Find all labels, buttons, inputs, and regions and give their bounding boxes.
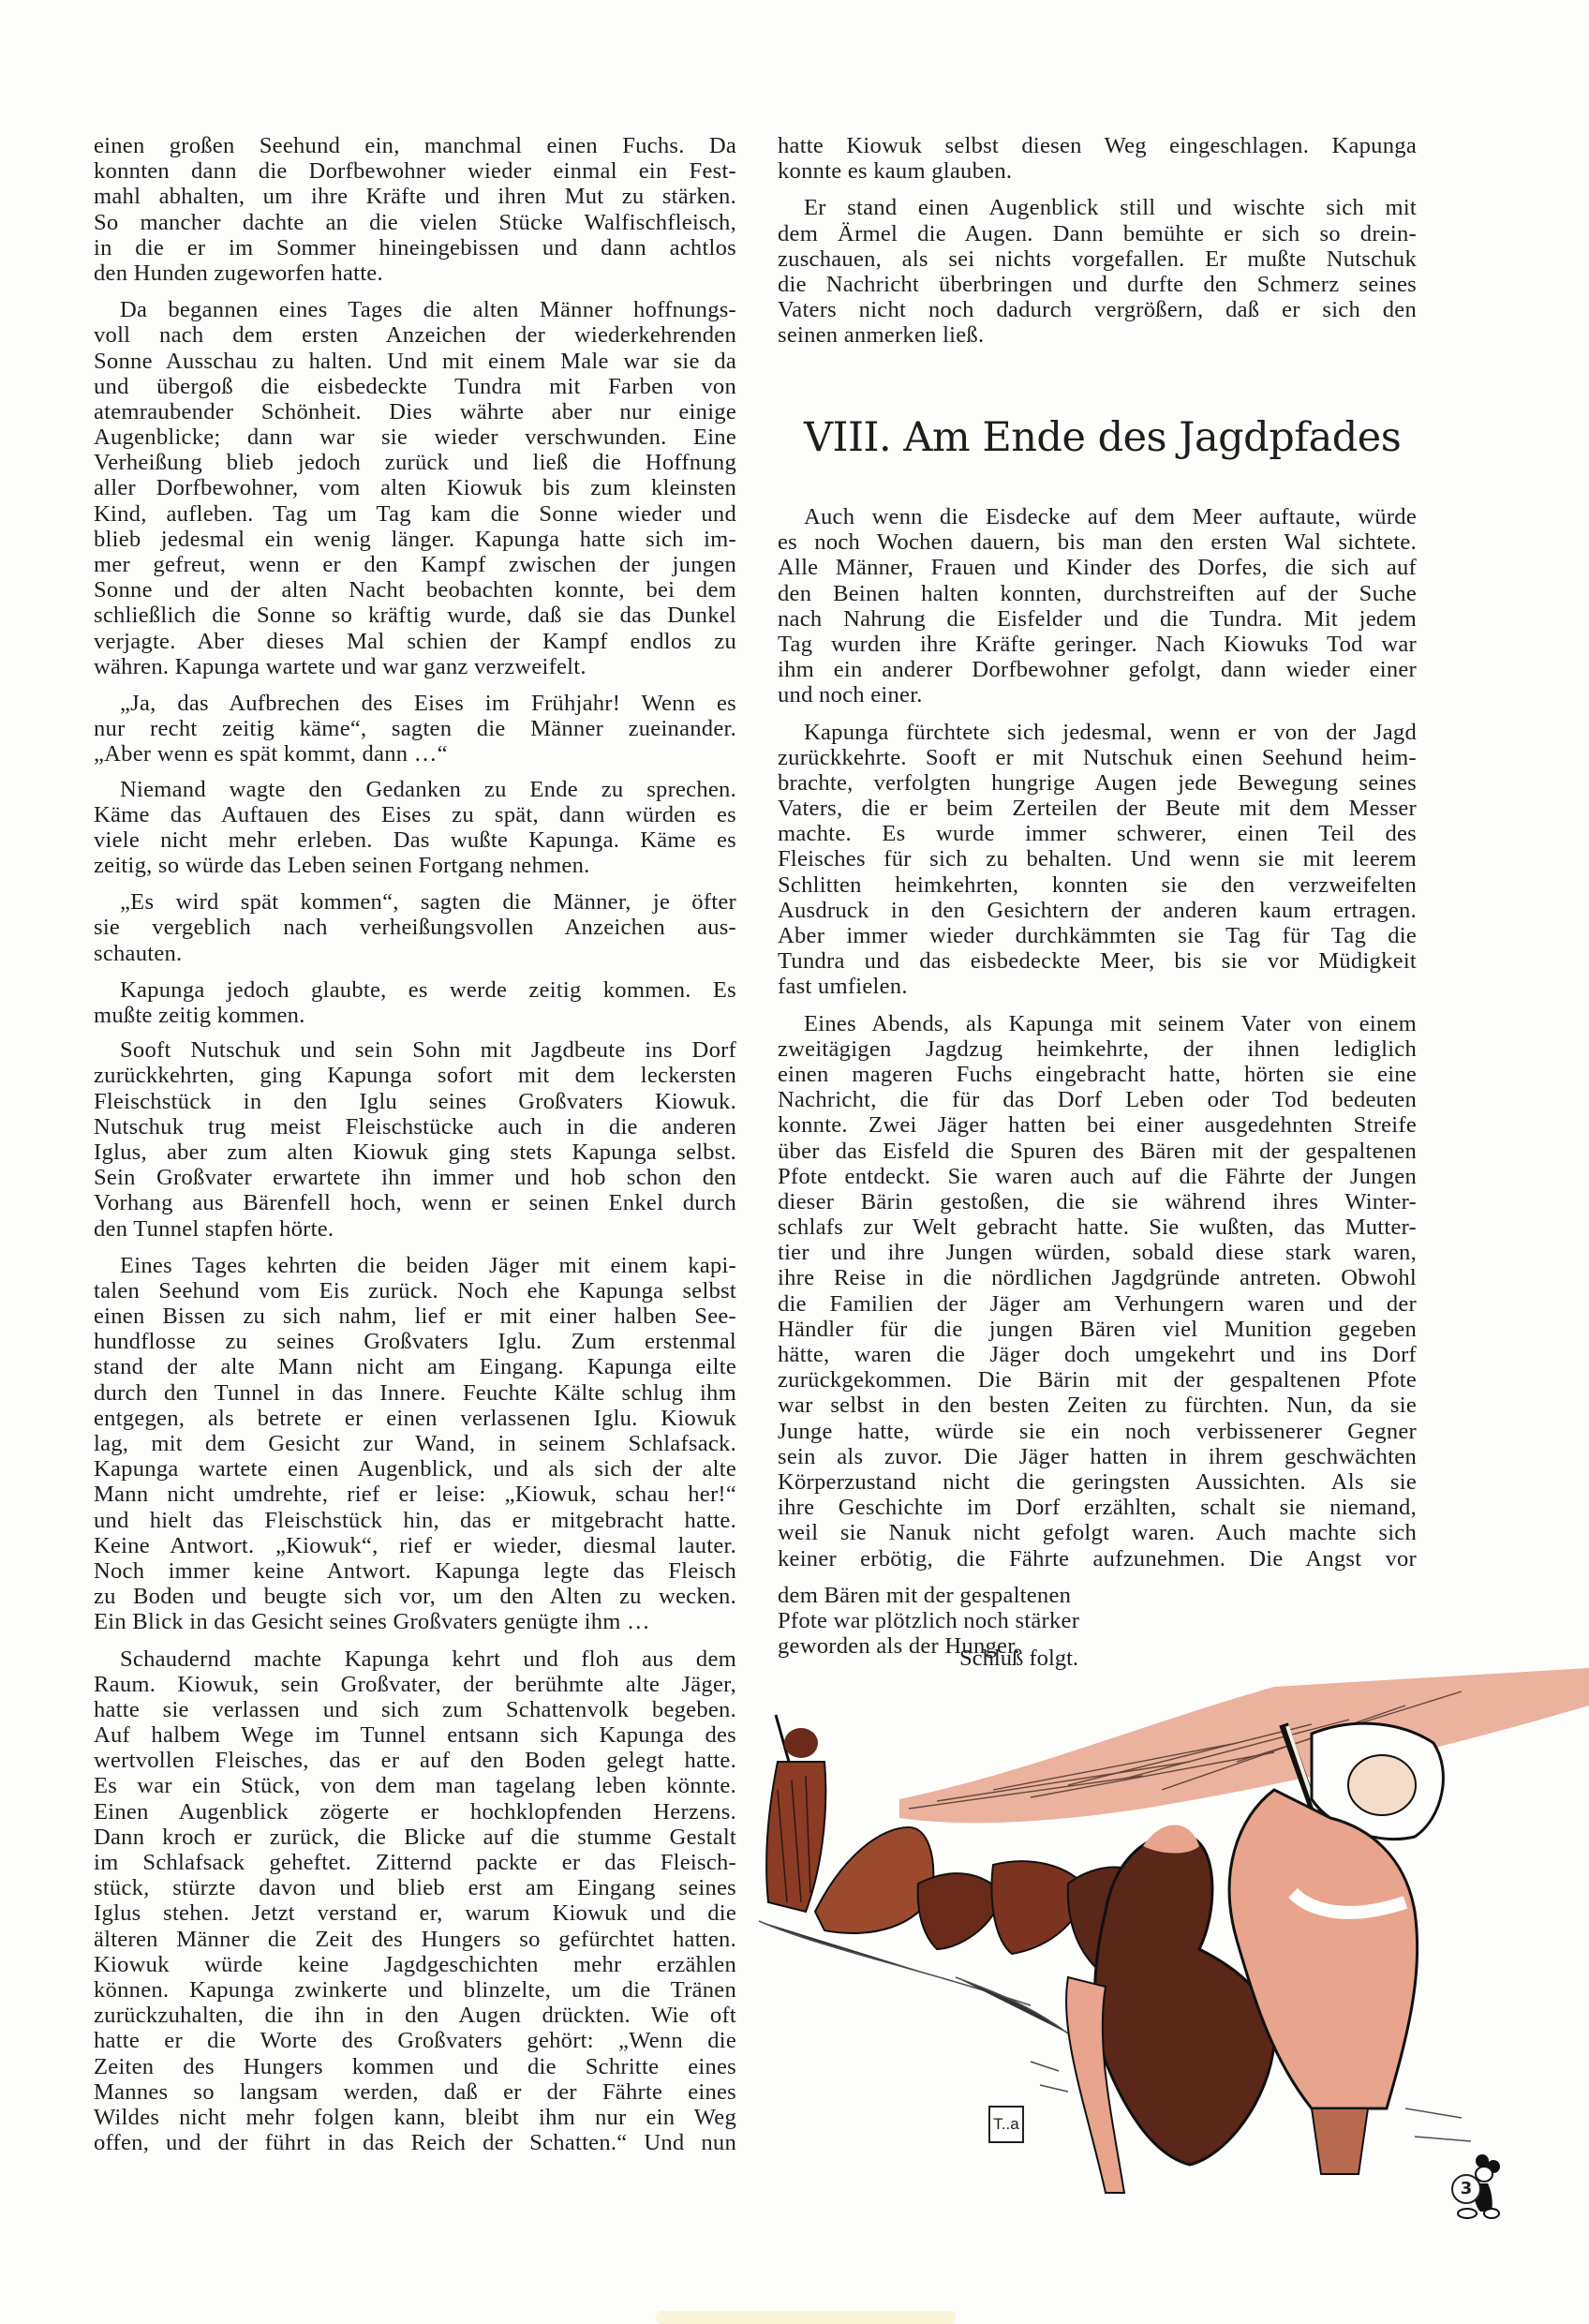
text-line: mußte zeitig kommen.: [94, 1003, 305, 1028]
text-line: aller Dorfbewohner, vom alten Kiowuk bis zum kleinsten: [94, 475, 736, 501]
text-line: zeitig, so würde das Leben seinen Fortgang nehmen.: [94, 853, 590, 879]
left-text-column: [94, 133, 736, 2167]
text-line: Käme das Auftauen des Eises zu spät, dann würden es: [94, 801, 736, 827]
text-line: Kapunga jedoch glaubte, es werde zeitig kommen. Es: [120, 976, 736, 1003]
text-line: Auf halbem Wege im Tunnel entsann sich Kapunga des: [94, 1722, 736, 1749]
text-line: Kapunga fürchtete sich jedesmal, wenn er von der Jagd: [804, 719, 1417, 745]
text-line: hundflosse zu seines Großvaters Iglu. Zum erstenmal: [94, 1329, 736, 1355]
text-line: konnten dann die Dorfbewohner wieder einmal ein Fest-: [94, 158, 736, 185]
text-line: dem Bären mit der gespaltenen: [778, 1582, 1072, 1608]
paragraph: [778, 1011, 1417, 1572]
text-line: zweitägigen Jagdzug heimkehrte, der ihnen lediglich: [778, 1035, 1417, 1062]
text-line: weil sie Nanuk nicht gefolgt waren. Auch machte sich: [778, 1520, 1417, 1546]
right-text-column-lower: [778, 504, 1417, 1670]
text-line: Sonne Ausschau zu halten. Und mit einem Male war sie da: [94, 348, 736, 374]
text-line: seinen anmerken ließ.: [778, 322, 985, 349]
text-line: keiner erbötig, die Fährte aufzunehmen. Die Angst vor: [778, 1545, 1417, 1572]
text-line: brachte, verfolgten hungrige Augen jede Bewegung seines: [778, 769, 1417, 796]
text-line: ihre Reise in die nördlichen Jagdgründe antreten. Obwohl: [778, 1265, 1417, 1291]
text-line: lag, mit dem Gesicht zur Wand, in seinem Schlafsack.: [94, 1431, 736, 1456]
text-line: entgegen, als betrete er einen verlassenen Iglu. Kiowuk: [94, 1405, 736, 1431]
text-line: dieser Bärin gestoßen, die sie während ihres Winter-: [778, 1188, 1417, 1214]
text-line: „Aber wenn es spät kommt, dann …“: [94, 741, 448, 767]
dog: [918, 1873, 1002, 1949]
text-line: hatte er die Worte des Großvaters gehört: „Wenn die: [94, 2028, 736, 2054]
text-line: einen Bissen zu sich nahm, lief er mit einer halben See-: [94, 1304, 736, 1330]
text-line: Schaudernd machte Kapunga kehrt und floh aus dem: [120, 1646, 736, 1672]
text-line: So mancher dachte an die vielen Stücke Walfischfleisch,: [94, 209, 736, 235]
text-line: einen großen Seehund ein, manchmal einen Fuchs. Da: [94, 133, 736, 158]
text-line: Ein Blick in das Gesicht seines Großvaters genügte ihm …: [94, 1609, 650, 1635]
text-line: Wildes nicht mehr folgen kann, bleibt ihm nur ein Weg: [94, 2104, 736, 2130]
text-line: stand der alte Mann nicht am Eingang. Kapunga eilte: [94, 1354, 736, 1380]
paragraph: [94, 691, 736, 767]
text-line: Zeiten des Hungers kommen und die Schritte eines: [94, 2053, 736, 2079]
text-line: voll nach dem ersten Anzeichen der wiederkehrenden: [94, 322, 736, 349]
text-line: Vaters nicht noch dadurch vergrößern, daß er sich den: [778, 297, 1417, 323]
text-line: Körperzustand nicht die geringsten Aussichten. Als sie: [778, 1468, 1417, 1495]
text-line: Mann nicht umdrehte, rief er leise: „Kiowuk, schau her!“: [94, 1482, 736, 1508]
text-line: „Ja, das Aufbrechen des Eises im Frühjahr! Wenn es: [120, 690, 736, 716]
text-line: machte. Es wurde immer schwerer, einen Teil des: [778, 821, 1417, 847]
text-line: ihre Geschichte im Dorf erzählten, schalt sie niemand,: [778, 1495, 1417, 1521]
paragraph: [778, 1583, 1417, 1660]
text-line: Kind, aufleben. Tag um Tag kam die Sonne wieder und: [94, 500, 736, 527]
text-line: blieb jedesmal ein wenig länger. Kapunga hatte sich im-: [94, 526, 736, 552]
text-line: Einen Augenblick zögerte er hochklopfenden Herzens.: [94, 1798, 736, 1825]
text-line: Vaters, die er beim Zerteilen der Beute mit dem Messer: [778, 796, 1417, 822]
chapter-heading: VIII. Am Ende des Jagdpfades: [804, 414, 1402, 461]
text-line: Er stand einen Augenblick still und wischte sich mit: [804, 195, 1417, 221]
text-line: einen mageren Fuchs eingebracht hatte, hörten sie eine: [778, 1061, 1417, 1087]
text-line: schließlich die Sonne so kräftig wurde, daß sie das Dunkel: [94, 603, 736, 629]
text-line: Eines Abends, als Kapunga mit seinem Vater von einem: [804, 1010, 1417, 1036]
text-line: Verheißung blieb jedoch zurück und ließ die Hoffnung: [94, 450, 736, 476]
text-line: „Es wird spät kommen“, sagten die Männer, je öfter: [120, 889, 736, 916]
text-line: hätte, waren die Jäger doch umgekehrt und ins Dorf: [778, 1342, 1417, 1367]
text-line: Augenblicke; dann war sie wieder verschwunden. Eine: [94, 425, 736, 451]
text-line: viele nicht mehr erleben. Das wußte Kapunga. Käme es: [94, 827, 736, 853]
paragraph: [94, 777, 736, 879]
text-line: Vorhang aus Bärenfell hoch, wenn er seinen Enkel durch: [94, 1190, 736, 1216]
text-line: Niemand wagte den Gedanken zu Ende zu sprechen.: [120, 776, 736, 802]
paragraph: [778, 720, 1417, 1000]
text-line: stück, stürzte davon und blieb erst am Eingang seines: [94, 1875, 736, 1901]
text-line: Fleischstück in den Iglu seines Großvaters Kiowuk.: [94, 1088, 736, 1114]
paragraph: [94, 1646, 736, 2156]
text-line: dem Ärmel die Augen. Dann bemühte er sich so drein-: [778, 220, 1417, 246]
text-line: Iglus, aber zum alten Kiowuk ging stets Kapunga selbst.: [94, 1139, 736, 1165]
text-line: verjagte. Aber dieses Mal schien der Kampf endlos zu: [94, 628, 736, 654]
text-line: Schlitten heimkehrten, konnten sie den verzweifelten: [778, 872, 1417, 898]
paragraph: [94, 889, 736, 966]
text-line: Alle Männer, Frauen und Kinder des Dorfes, die sich auf: [778, 555, 1417, 581]
text-line: währen. Kapunga wartete und war ganz verzweifelt.: [94, 653, 587, 679]
text-line: hatte Kiowuk selbst diesen Weg eingeschlagen. Kapunga: [778, 133, 1417, 158]
text-line: Tag wurden ihre Kräfte geringer. Nach Kiowuks Tod war: [778, 631, 1417, 657]
text-line: zurückkehrten, ging Kapunga sofort mit dem leckersten: [94, 1063, 736, 1089]
text-line: hatte sie verlassen und sich zum Schattenvolk begeben.: [94, 1696, 736, 1722]
text-line: Kapunga wartete einen Augenblick, und als sich der alte: [94, 1456, 736, 1482]
text-line: den Tunnel stapfen hörte.: [94, 1215, 334, 1242]
text-line: mer gefreut, wenn er den Kampf zwischen der jungen: [94, 552, 736, 577]
text-line: Da begannen eines Tages die alten Männer hoffnungs-: [120, 297, 736, 323]
text-line: fast umfielen.: [778, 974, 908, 1000]
paragraph: [778, 133, 1417, 184]
text-line: schauten.: [94, 940, 183, 966]
text-line: die Familien der Jäger am Verhungern waren und der: [778, 1290, 1417, 1317]
sled-load: [815, 1827, 933, 1933]
right-text-column-upper: [778, 133, 1417, 360]
text-line: zurückkehrte. Sooft er mit Nutschuk einen Seehund heim-: [778, 744, 1417, 770]
text-line: nach Nahrung die Eisfelder und die Tundra. Mit jedem: [778, 605, 1417, 632]
text-line: Es war ein Stück, von dem man tagelang leben könnte.: [94, 1773, 736, 1799]
text-line: Dann kroch er zurück, die Blicke auf die stumme Gestalt: [94, 1824, 736, 1850]
text-line: Auch wenn die Eisdecke auf dem Meer auftaute, würde: [804, 504, 1417, 529]
paragraph: [94, 1253, 736, 1635]
text-line: zuschauen, als sei nichts vorgefallen. Er mußte Nutschuk: [778, 246, 1417, 272]
illustrator-signature: T..a: [988, 2106, 1024, 2143]
text-line: konnte es kaum glauben.: [778, 158, 1013, 185]
text-line: und übergoß die eisbedeckte Tundra mit Farben von: [94, 373, 736, 399]
text-line: die Nachricht überbringen und durfte den Schmerz seines: [778, 271, 1417, 297]
text-line: Sein Großvater erwartete ihn immer und hob schon den: [94, 1165, 736, 1191]
text-line: zurückzuhalten, die ihn in den Augen drückten. Wie oft: [94, 2003, 736, 2029]
distant-hunter-figure: [766, 1715, 825, 1912]
text-line: und noch einer.: [778, 682, 923, 708]
paragraph: [94, 297, 736, 679]
sled-team-illustration: [750, 1668, 1589, 2230]
text-line: Keine Antwort. „Kiowuk“, rief er wieder, diesmal lauter.: [94, 1532, 736, 1558]
text-line: atemraubender Schönheit. Dies währte aber nur einige: [94, 398, 736, 425]
paragraph: [778, 195, 1417, 348]
text-line: durch den Tunnel in das Innere. Feuchte Kälte schlug ihm: [94, 1379, 736, 1406]
text-line: ihm ein anderer Dorfbewohner gefolgt, dann wieder einer: [778, 657, 1417, 683]
text-line: Ausdruck in den Gesichtern der anderen kaum ertragen.: [778, 897, 1417, 923]
text-line: talen Seehund vom Eis zurück. Noch ehe Kapunga selbst: [94, 1277, 736, 1304]
text-line: sie vergeblich nach verheißungsvollen Anzeichen aus-: [94, 915, 736, 941]
text-line: und hielt das Fleischstück hin, das er mitgebracht hatte.: [94, 1507, 736, 1533]
paragraph: [94, 1037, 736, 1242]
text-line: den Hunden zugeworfen hatte.: [94, 260, 383, 286]
paper-stain: [656, 2311, 956, 2324]
text-line: Fleisches für sich zu behalten. Und wenn sie mit leerem: [778, 846, 1417, 872]
lead-hunter-figure: [1229, 1723, 1443, 2174]
text-line: Iglus stehen. Jetzt verstand er, warum Kiowuk und die: [94, 1900, 736, 1927]
text-line: zu Boden und beugte sich vor, um den Alten zu wecken.: [94, 1584, 736, 1610]
sky-wash: [899, 1668, 1589, 1823]
text-line: in die er im Sommer hineingebissen und dann achtlos: [94, 234, 736, 261]
paragraph: [94, 977, 736, 1028]
page-number: 3: [1451, 2174, 1481, 2204]
paragraph: [778, 504, 1417, 708]
text-line: zurückgekommen. Die Bärin mit der gespaltenen Pfote: [778, 1367, 1417, 1393]
text-line: es noch Wochen dauern, bis man den ersten Wal sichtete.: [778, 529, 1417, 556]
paragraph: [94, 133, 736, 286]
text-line: tier und ihre Jungen würden, sobald diese stark waren,: [778, 1240, 1417, 1266]
text-line: mahl abhalten, um ihre Kräfte und ihren Mut zu stärken.: [94, 184, 736, 210]
text-line: wertvollen Fleisches, das er auf den Boden gelegt hatte.: [94, 1748, 736, 1774]
text-line: konnte. Zwei Jäger hatten bei einer ausgedehnten Streife: [778, 1112, 1417, 1139]
text-line: Pfote entdeckt. Sie waren auch auf die Fährte der Jungen: [778, 1163, 1417, 1189]
text-line: über das Eisfeld die Spuren des Bären mit der gespaltenen: [778, 1138, 1417, 1164]
text-line: Aber immer wieder durchkämmten sie Tag für Tag die: [778, 923, 1417, 948]
continuation-note: Schluß folgt.: [959, 1646, 1079, 1671]
text-line: Junge hatte, würde sie ein noch verbissenerer Gegner: [778, 1418, 1417, 1444]
text-line: Sonne und der alten Nacht beobachten konnte, bei dem: [94, 577, 736, 603]
text-line: Händler für die jungen Bären viel Munition gegeben: [778, 1316, 1417, 1342]
text-line: sein als zuvor. Die Jäger hatten in ihrem geschwächten: [778, 1443, 1417, 1469]
text-line: Nutschuk trug meist Fleischstücke auch in die anderen: [94, 1113, 736, 1140]
text-line: im Schlafsack geheftet. Zitternd packte er das Fleisch-: [94, 1850, 736, 1875]
text-line: Mannes so langsam werden, daß er der Fährte eines: [94, 2078, 736, 2105]
text-line: Eines Tages kehrten die beiden Jäger mit einem kapi-: [120, 1252, 736, 1278]
text-line: Kiowuk würde keine Jagdgeschichten mehr erzählen: [94, 1951, 736, 1977]
text-line: Nachricht, die für das Dorf Leben oder Tod bedeuten: [778, 1087, 1417, 1113]
text-line: können. Kapunga zwinkerte und blinzelte, um die Tränen: [94, 1976, 736, 2003]
text-line: war selbst in den besten Zeiten zu fürchten. Nun, da sie: [778, 1393, 1417, 1419]
text-line: geworden als der Hunger.: [778, 1633, 1020, 1660]
text-line: nur recht zeitig käme“, sagten die Männer zueinander.: [94, 716, 736, 742]
text-line: Sooft Nutschuk und sein Sohn mit Jagdbeute ins Dorf: [120, 1037, 736, 1064]
text-line: offen, und der führt in das Reich der Schatten.“ Und nun: [94, 2130, 736, 2156]
text-line: Tundra und das eisbedeckte Meer, bis sie vor Müdigkeit: [778, 948, 1417, 975]
text-line: Pfote war plötzlich noch stärker: [778, 1607, 1080, 1633]
text-line: Raum. Kiowuk, sein Großvater, der berühmte alte Jäger,: [94, 1671, 736, 1697]
text-line: schlafs zur Welt gebracht hatte. Sie wußten, das Mutter-: [778, 1214, 1417, 1241]
text-line: Noch immer keine Antwort. Kapunga legte das Fleisch: [94, 1557, 736, 1584]
text-line: den Beinen halten konnten, durchstreiften auf der Suche: [778, 580, 1417, 606]
text-line: älteren Männer die Zeit des Hungers so gefürchtet hatten.: [94, 1926, 736, 1952]
